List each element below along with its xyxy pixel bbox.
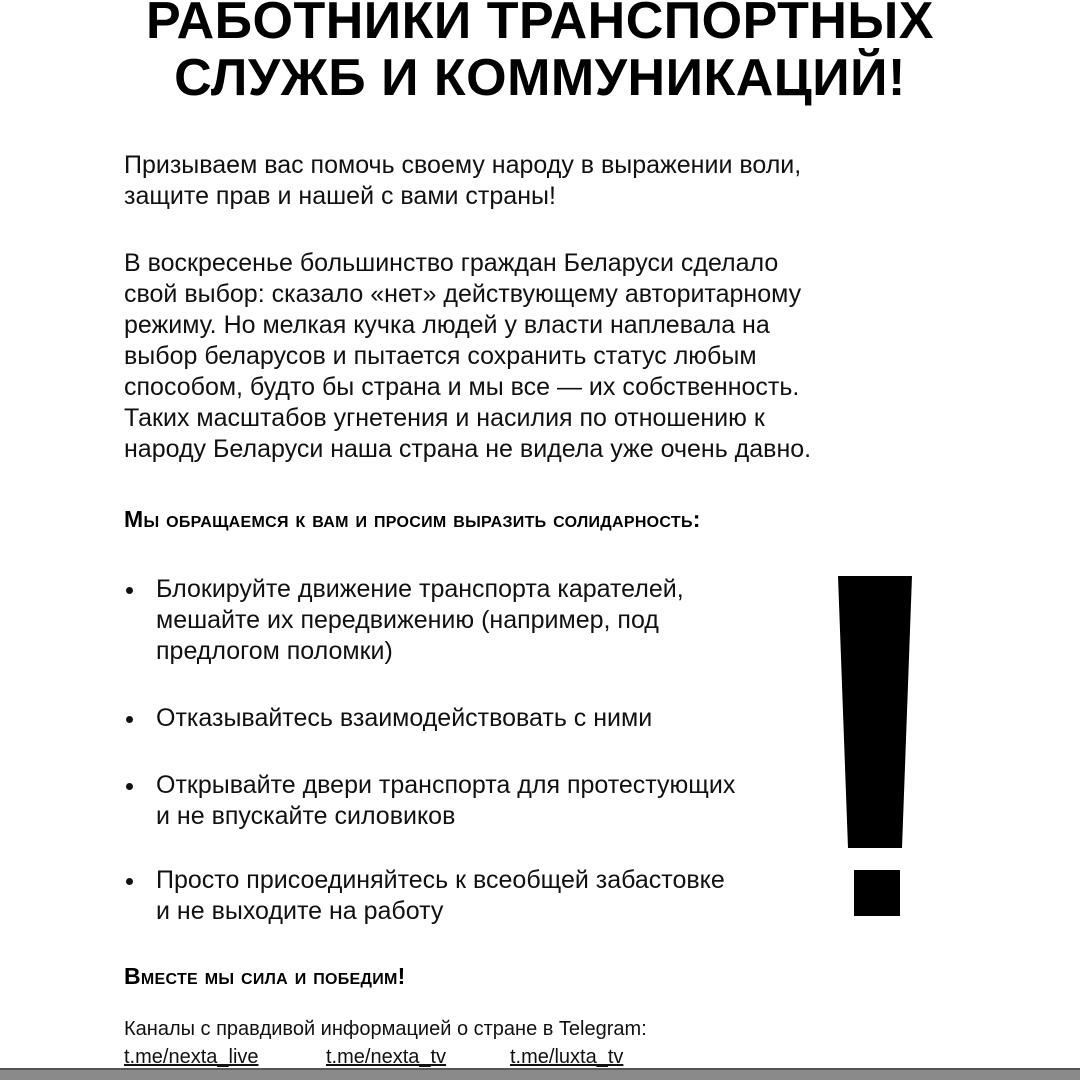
telegram-link-nexta-live[interactable]: t.me/nexta_live: [124, 1046, 259, 1068]
bottom-scroll-band: [0, 1070, 1080, 1080]
body-line: режиму. Но мелкая кучка людей у власти наплевала на: [124, 311, 770, 339]
appeal-heading: Мы обращаемся к вам и просим выразить солидарность:: [124, 506, 701, 532]
body-line: свой выбор: сказало «нет» действующему авторитарному: [124, 280, 802, 308]
body-line: В воскресенье большинство граждан Беларуси сделало: [124, 249, 779, 277]
list-item-line: Открывайте двери транспорта для протестующих: [156, 771, 736, 799]
action-list: [124, 574, 844, 927]
list-item-line: предлогом поломки): [156, 637, 393, 665]
intro-paragraph: [124, 150, 924, 212]
list-item-line: мешайте их передвижению (например, под: [156, 606, 659, 634]
list-item-line: Отказывайтесь взаимодействовать с ними: [156, 704, 653, 732]
list-item: [124, 703, 844, 734]
intro-line: защите прав и нашей с вами страны!: [124, 182, 556, 210]
exclamation-dot-icon: [854, 870, 900, 916]
bullet-dot-icon: [126, 783, 133, 790]
body-line: народу Беларуси наша страна не видела уже очень давно.: [124, 435, 812, 463]
page-title-line-2: СЛУЖБ И КОММУНИКАЦИЙ!: [174, 49, 906, 107]
bullet-dot-icon: [126, 587, 133, 594]
page-title-line-1: РАБОТНИКИ ТРАНСПОРТНЫХ: [145, 0, 934, 50]
list-item-line: Просто присоединяйтесь к всеобщей забастовке: [156, 866, 725, 894]
list-item: [124, 865, 844, 927]
body-line: выбор беларусов и пытается сохранить статус любым: [124, 342, 757, 370]
list-item-line: Блокируйте движение транспорта карателей,: [156, 575, 684, 603]
body-line: способом, будто бы страна и мы все — их собственность.: [124, 373, 800, 401]
body-paragraph: [124, 248, 924, 465]
intro-line: Призываем вас помочь своему народу в выражении воли,: [124, 151, 802, 179]
bullet-dot-icon: [126, 878, 133, 885]
telegram-link-nexta-tv[interactable]: t.me/nexta_tv: [326, 1046, 447, 1068]
telegram-channels-note: Каналы с правдивой информацией о стране в Telegram:: [124, 1018, 647, 1040]
bullet-dot-icon: [126, 716, 133, 723]
list-item-line: и не впускайте силовиков: [156, 802, 456, 830]
body-line: Таких масштабов угнетения и насилия по отношению к: [124, 404, 765, 432]
list-item: [124, 770, 844, 832]
list-item-line: и не выходите на работу: [156, 897, 444, 925]
closing-slogan: Вместе мы сила и победим!: [124, 963, 406, 989]
list-item: [124, 574, 844, 667]
exclamation-mark-icon: [838, 576, 912, 848]
telegram-link-luxta-tv[interactable]: t.me/luxta_tv: [510, 1046, 624, 1068]
